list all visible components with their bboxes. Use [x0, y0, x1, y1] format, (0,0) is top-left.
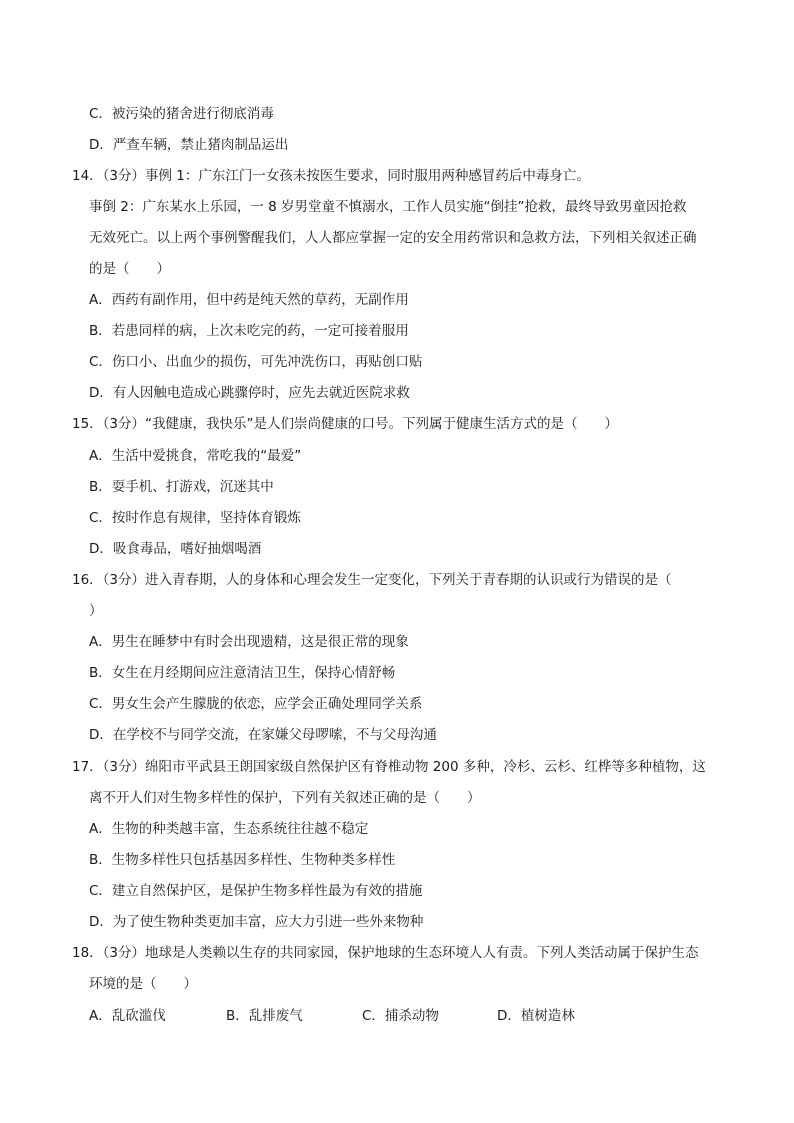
q15-option-a: A．生活中爱挑食，常吃我的“最爱”: [89, 448, 302, 464]
q16-option-b: B．女生在月经期间应注意清洁卫生，保持心情舒畅: [89, 665, 396, 681]
q14-option-b: B．若患同样的病，上次未吃完的药，一定可接着服用: [89, 323, 409, 339]
q15-option-d: D．吸食毒品，嗜好抽烟喝酒: [89, 541, 262, 557]
q17-stem-line1: 17．（3分）绵阳市平武县王朗国家级自然保护区有脊椎动物 200 多种，冷杉、云杉、红桦等多种植物，这: [72, 759, 706, 775]
q14-option-a: A．西药有副作用，但中药是纯天然的草药，无副作用: [89, 292, 409, 308]
q14-stem-line1: 14．（3分）事例 1：广东江门一女孩未按医生要求，同时服用两种感冒药后中毒身亡。: [72, 168, 590, 184]
q14-stem-line3: 无效死亡。以上两个事例警醒我们，人人都应掌握一定的安全用药常识和急救方法，下列相关叙述正确: [89, 230, 697, 246]
q15-option-c: C．按时作息有规律，坚持体育锻炼: [89, 510, 301, 526]
q16-option-a: A．男生在睡梦中有时会出现遗精，这是很正常的现象: [89, 634, 409, 650]
q18-option-a: A．乱砍滥伐: [89, 1008, 166, 1024]
q16-option-d: D．在学校不与同学交流，在家嫌父母啰嗦，不与父母沟通: [89, 727, 437, 743]
q13-option-c: C．被污染的猪舍进行彻底消毒: [89, 106, 274, 122]
q14-option-d: D．有人因触电造成心跳骤停时，应先去就近医院求救: [89, 385, 410, 401]
q17-option-c: C．建立自然保护区，是保护生物多样性最为有效的措施: [89, 883, 423, 899]
q18-option-b: B．乱排废气: [226, 1008, 303, 1024]
q16-stem-line1: 16．（3分）进入青春期，人的身体和心理会发生一定变化，下列关于青春期的认识或行为错误的是（: [72, 572, 672, 588]
q18-stem-line2: 环境的是（ ）: [89, 976, 197, 992]
q16-stem-line2: ）: [89, 603, 103, 619]
q14-stem-line2: 事倒 2：广东某水上乐园，一 8 岁男堂童不慎溺水，工作人员实施“倒挂”抢救，最终导致男童因抢救: [89, 199, 687, 215]
q18-option-c: C．捕杀动物: [362, 1008, 439, 1024]
q17-option-b: B．生物多样性只包括基因多样性、生物种类多样性: [89, 852, 396, 868]
q15-stem: 15．（3分）“我健康，我快乐”是人们崇尚健康的口号。下列属于健康生活方式的是（ ）: [72, 416, 619, 432]
q17-option-a: A．生物的种类越丰富，生态系统往往越不稳定: [89, 821, 369, 837]
q18-options-row: [89, 1006, 575, 1026]
q14-option-c: C．伤口小、出血少的损伤，可先冲洗伤口，再贴创口贴: [89, 354, 423, 370]
q16-option-c: C．男女生会产生朦胧的依恋，应学会正确处理同学关系: [89, 696, 423, 712]
q15-option-b: B．耍手机、打游戏，沉迷其中: [89, 479, 274, 495]
q14-stem-line4: 的是（ ）: [89, 261, 170, 277]
q17-option-d: D．为了使生物种类更加丰富，应大力引进一些外来物种: [89, 914, 424, 930]
q18-option-d: D．植树造林: [497, 1008, 575, 1024]
q17-stem-line2: 离不开人们对生物多样性的保护，下列有关叙述正确的是（ ）: [89, 790, 481, 806]
q13-option-d: D．严查车辆，禁止猪肉制品运出: [89, 137, 289, 153]
q18-stem-line1: 18．（3分）地球是人类赖以生存的共同家园，保护地球的生态环境人人有责。下列人类活动属于保护生态: [72, 945, 699, 961]
